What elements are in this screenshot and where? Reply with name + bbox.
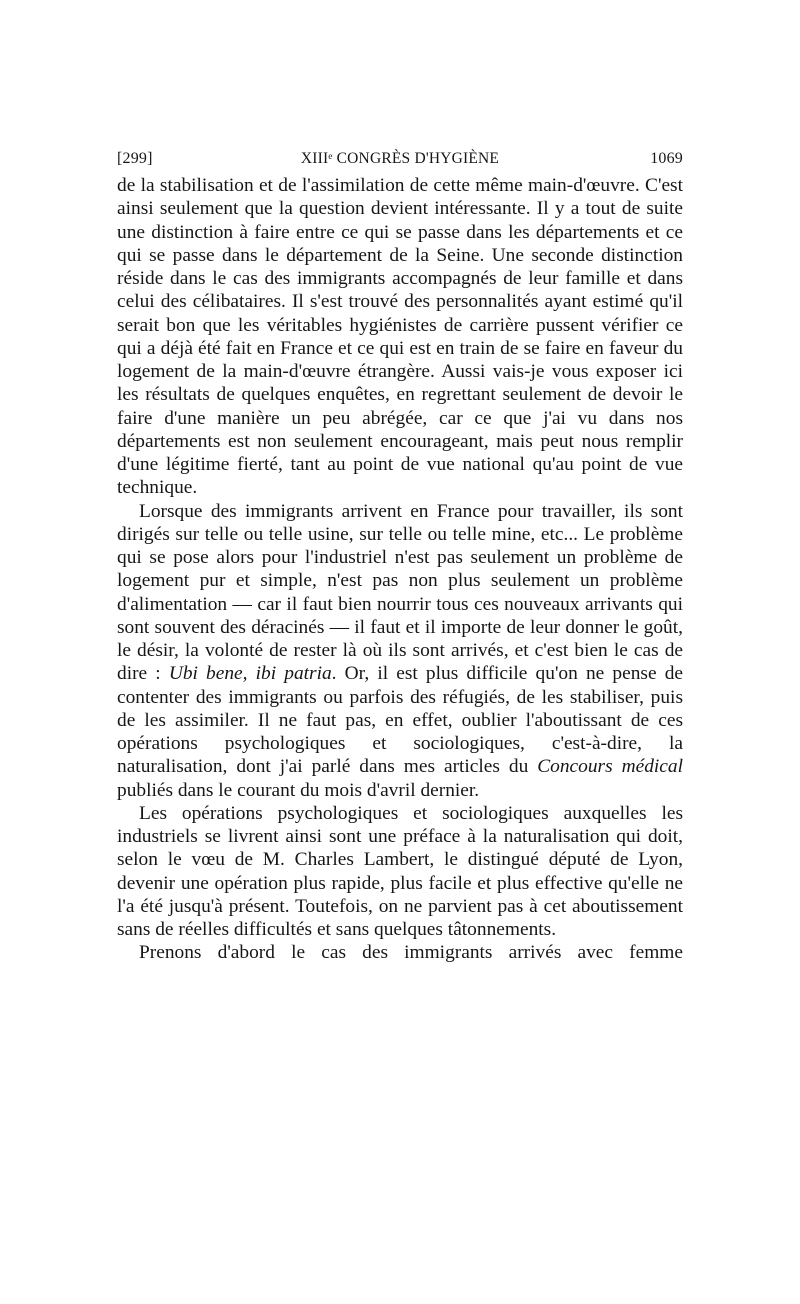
paragraph-3: Les opérations psychologiques et sociologiques auxquelles les industriels se livrent ainsi sont une préface à la naturalisation qui doit, selon le vœu de M. Charles Lambert, le distingué député de Lyon, devenir une opération plus rapide, plus facile et plus effective qu'elle ne l'a été jusqu'à présent. Toutefois, on ne parvient pas à cet aboutissement sans de réelles difficultés et sans quelques tâtonnements. [117,802,683,940]
latin-quote: Ubi bene, ibi patria [168,663,332,685]
document-page [117,146,683,965]
journal-title: Concours médical [537,756,683,778]
paragraph-2 [117,500,683,802]
running-title: XIIIᵉ CONGRÈS D'HYGIÈNE [300,150,500,167]
paragraph-2-part-3: publiés dans le courant du mois d'avril dernier. [117,779,480,801]
paragraph-2-part-1: Lorsque des immigrants arrivent en France pour travailler, ils sont dirigés sur telle ou telle usine, sur telle ou telle mine, etc... Le problème qui se pose alors pour l'industriel n'est pas seulement un problème de logement pur et simple, n'est pas non plus seulement un problème d'alimentation — car il faut bien nourrir tous ces nouveaux arrivants qui sont souvent des déracinés — il faut et il importe de leur donner le goût, le désir, la volonté de rester là où ils sont arrivés, et c'est bien le cas de dire : [117,500,683,685]
paragraph-4: Prenons d'abord le cas des immigrants arrivés avec femme [139,942,683,964]
paragraph-1: de la stabilisation et de l'assimilation de cette même main-d'œuvre. C'est ainsi seulement que la question devient intéressante. Il y a tout de suite une distinction à faire entre ce qui se passe dans les départements et ce qui se passe dans le département de la Seine. Une seconde distinction réside dans le cas des immigrants accompagnés de leur famille et dans celui des célibataires. Il s'est trouvé des personnalités ayant estimé qu'il serait bon que les véritables hygiénistes de carrière pussent vérifier ce qui a déjà été fait en France et ce qui est en train de se faire en faveur du logement de la main-d'œuvre étrangère. Aussi vais-je vous exposer ici les résultats de quelques enquêtes, en regrettant seulement de devoir le faire d'une manière un peu abrégée, car ce que j'ai vu dans nos départements est non seulement encourageant, mais peut nous remplir d'une légitime fierté, tant au point de vue national qu'au point de vue technique. [117,175,683,499]
body-text [117,174,683,965]
paragraph-2-part-2: . Or, il est plus difficile qu'on ne pense de contenter des immigrants ou parfois des réfugiés, de les stabiliser, puis de les assimiler. Il ne faut pas, en effet, oublier l'aboutissant de ces opérations psychologiques et sociologiques, c'est-à-dire, la naturalisation, dont j'ai parlé dans mes articles du [117,663,684,778]
running-header [117,146,683,174]
page-number: 1069 [650,150,683,167]
page-reference: [299] [117,150,153,167]
